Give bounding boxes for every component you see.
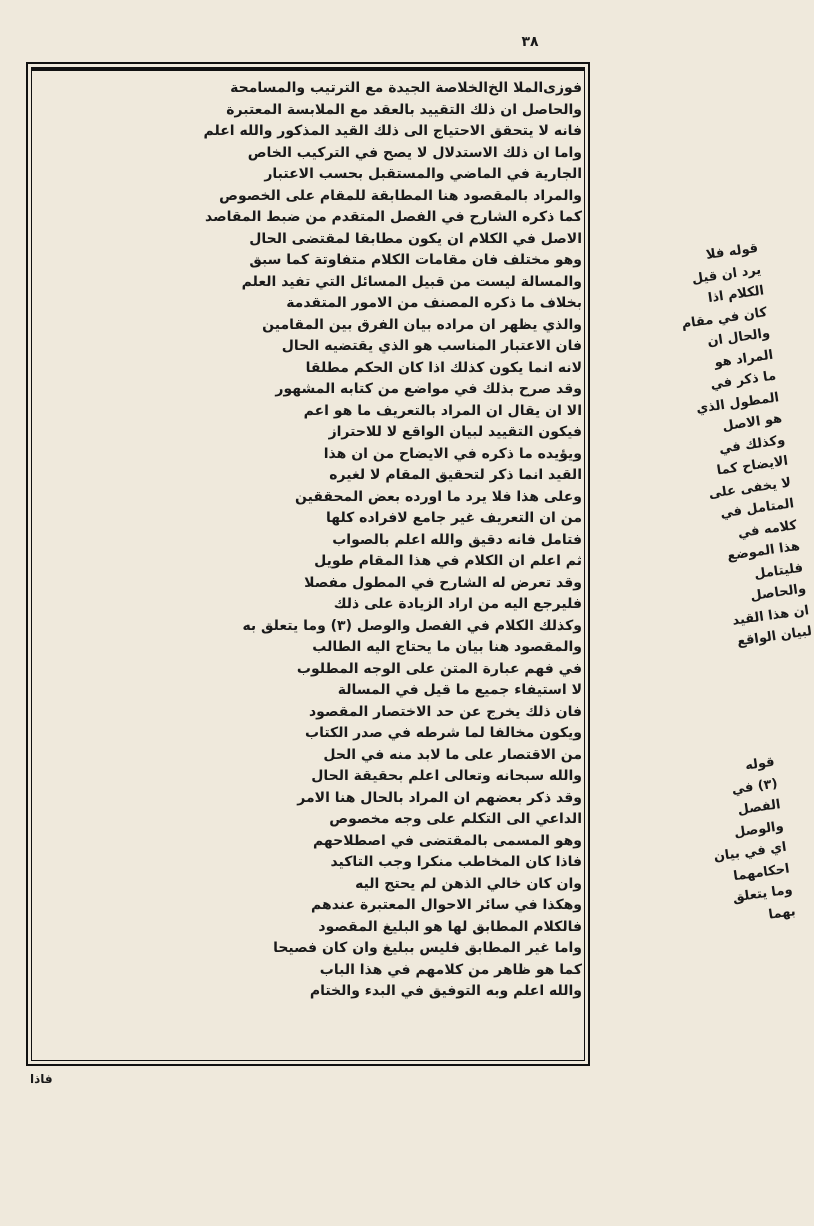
text-line: فاذا كان المخاطب منكرا وجب التاكيد xyxy=(330,854,582,870)
margin-line: فليتامل xyxy=(753,560,804,582)
margin-line: والحاصل xyxy=(749,581,807,605)
text-line: لانه انما يكون كذلك اذا كان الحكم مطلقا xyxy=(305,359,582,376)
text-line: والمراد بالمقصود هنا المطابقة للمقام على الخصوص xyxy=(219,187,582,204)
text-line: وقد تعرض له الشارح في المطول مفصلا xyxy=(304,574,582,591)
text-line: والذي يظهر ان مراده بيان الفرق بين المقامين xyxy=(262,316,582,333)
margin-line: والحال ان xyxy=(706,325,771,350)
text-line: ثم اعلم ان الكلام في هذا المقام طويل xyxy=(314,553,582,569)
margin-line: كلامه في xyxy=(736,517,798,541)
text-line: القيد انما ذكر لتحقيق المقام لا لغيره xyxy=(329,467,582,483)
margin-line: والوصل xyxy=(733,818,785,841)
text-line: وهو مختلف فان مقامات الكلام متفاوتة كما سبق xyxy=(249,252,582,268)
margin-line: المتامل في xyxy=(719,496,795,522)
margin-line: ما ذكر في xyxy=(709,368,777,393)
margin-line: المطول الذي xyxy=(695,389,780,417)
text-line: وهكذا في سائر الاحوال المعتبرة عندهم xyxy=(311,897,582,913)
text-line: وقد صرح بذلك في مواضع من كتابه المشهور xyxy=(275,381,582,397)
main-text-block xyxy=(34,78,582,1048)
text-line: فالكلام المطابق لها هو البليغ المقصود xyxy=(318,918,582,935)
text-line: الا ان يقال ان المراد بالتعريف ما هو اعم xyxy=(303,402,582,419)
text-line: في فهم عبارة المتن على الوجه المطلوب xyxy=(296,660,582,677)
folio-number: ٣٨ xyxy=(521,34,539,50)
text-line: والحاصل ان ذلك التقييد بالعقد مع الملابسة المعتبرة xyxy=(226,101,582,118)
text-line: الجارية في الماضي والمستقبل بحسب الاعتبار xyxy=(264,166,582,182)
text-line: والمسالة ليست من قبيل المسائل التي تفيد العلم xyxy=(241,273,582,290)
text-line: لا استيفاء جميع ما قيل في المسالة xyxy=(337,682,582,698)
margin-line: اي في بيان xyxy=(712,839,788,865)
text-line: بخلاف ما ذكره المصنف من الامور المتقدمة xyxy=(286,295,582,311)
text-line: ويؤيده ما ذكره في الايضاح من ان هذا xyxy=(323,445,582,462)
margin-line: الكلام اذا xyxy=(707,283,765,307)
text-line: والله اعلم وبه التوفيق في البدء والختام xyxy=(309,983,582,999)
text-line: فوزى‌الملا الخ‌الخلاصة الجيدة مع الترتيب والمسامحة xyxy=(230,80,582,96)
margin-line: قوله فلا xyxy=(705,240,760,263)
margin-gloss-top xyxy=(568,239,813,670)
margin-line: وما يتعلق xyxy=(731,882,794,906)
margin-line: قوله xyxy=(744,754,776,774)
margin-line: احكامهما xyxy=(732,861,791,884)
text-line: فان ذلك يخرج عن حد الاختصار المقصود xyxy=(309,703,582,720)
margin-line: الفصل xyxy=(736,797,782,819)
text-line: والله سبحانه وتعالى اعلم بحقيقة الحال xyxy=(311,768,582,784)
margin-line: يرد ان قيل xyxy=(690,262,763,287)
text-line: فان الاعتبار المناسب هو الذي يقتضيه الحال xyxy=(281,338,582,354)
text-line: فتامل فانه دقيق والله اعلم بالصواب xyxy=(332,531,582,548)
text-line: من الاقتصار على ما لابد منه في الحل xyxy=(323,746,582,763)
text-line: فليرجع اليه من اراد الزيادة على ذلك xyxy=(333,596,582,612)
text-line: وان كان خالي الذهن لم يحتج اليه xyxy=(355,875,582,892)
margin-line: هو الاصل xyxy=(721,411,783,435)
margin-line: لا يخفى على xyxy=(707,474,792,502)
margin-line: وكذلك في xyxy=(718,432,786,457)
margin-line: الايضاح كما xyxy=(715,453,789,479)
margin-line: المراد هو xyxy=(713,347,774,371)
catchword: فاذا xyxy=(30,1072,53,1086)
text-line: وهو المسمى بالمقتضى في اصطلاحهم xyxy=(312,832,582,849)
text-line: وقد ذكر بعضهم ان المراد بالحال هنا الامر xyxy=(297,789,582,806)
margin-line: لبيان الواقع xyxy=(736,623,813,650)
margin-line: هذا الموضع xyxy=(726,538,801,564)
text-line: والمقصود هنا بيان ما يحتاج اليه الطالب xyxy=(312,639,582,655)
margin-line: كان في مقام xyxy=(680,304,768,332)
text-line: الاصل في الكلام ان يكون مطابقا لمقتضى الحال xyxy=(249,230,582,247)
text-line: فانه لا يتحقق الاحتياج الى ذلك القيد المذكور والله اعلم xyxy=(203,123,582,139)
margin-line: بهما xyxy=(767,903,797,923)
text-line: فيكون التقييد لبيان الواقع لا للاحتراز xyxy=(328,424,582,440)
margin-line: ان هذا القيد xyxy=(731,602,810,629)
text-line: ويكون مخالفا لما شرطه في صدر الكتاب xyxy=(305,725,582,741)
text-line: كما هو ظاهر من كلامهم في هذا الباب xyxy=(319,961,582,978)
text-line: من ان التعريف غير جامع لافراده كلها xyxy=(325,510,582,526)
text-line: الداعي الى التكلم على وجه مخصوص xyxy=(329,811,582,827)
text-line: وكذلك الكلام في الفصل والوصل (٣) وما يتعلق به xyxy=(242,617,582,634)
text-line: كما ذكره الشارح في الفصل المتقدم من ضبط المقاصد xyxy=(204,209,582,225)
text-line: واما ان ذلك الاستدلال لا يصح في التركيب الخاص xyxy=(247,144,582,161)
margin-line: (٣) في xyxy=(730,775,779,798)
text-line: وعلى هذا فلا يرد ما اورده بعض المحققين xyxy=(295,488,582,505)
text-line: واما غير المطابق فليس ببليغ وان كان فصيحا xyxy=(273,940,582,956)
margin-gloss-bottom xyxy=(585,753,797,950)
